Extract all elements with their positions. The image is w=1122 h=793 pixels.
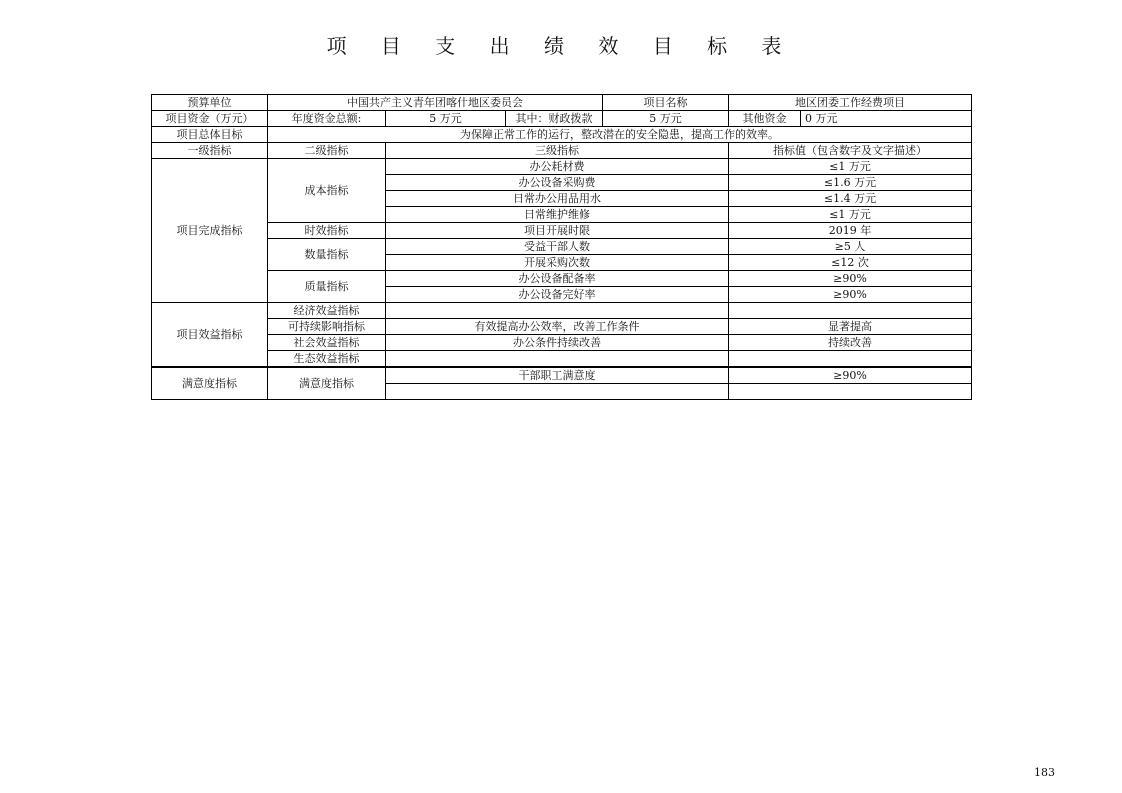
indicator-value: ≤12 次 [729,255,972,271]
indicator-name: 办公设备配备率 [386,271,729,287]
indicator-name: 日常办公用品用水 [386,191,729,207]
overall-goal-text: 为保障正常工作的运行，整改潜在的安全隐患，提高工作的效率。 [268,127,972,143]
funds-other-value: 0 万元 [801,111,972,127]
col-header-level3: 三级指标 [386,143,729,159]
cost-indicator-label: 成本指标 [268,159,386,223]
indicator-name [386,351,729,368]
indicator-name: 办公耗材费 [386,159,729,175]
benefit-level2: 可持续影响指标 [268,319,386,335]
indicator-name [386,384,729,400]
completion-indicator-label: 项目完成指标 [152,159,268,303]
indicator-value: ≥90% [729,271,972,287]
indicator-name: 日常维护维修 [386,207,729,223]
indicator-value [729,351,972,368]
project-name-label: 项目名称 [603,95,729,111]
indicator-value: ≤1 万元 [729,159,972,175]
table-row [152,319,972,335]
row-funds [152,111,972,127]
benefit-indicator-label: 项目效益指标 [152,303,268,368]
indicator-value: ≤1.6 万元 [729,175,972,191]
overall-goal-label: 项目总体目标 [152,127,268,143]
table-row [152,223,972,239]
satisfaction-indicator-label: 满意度指标 [152,367,268,400]
benefit-level2: 社会效益指标 [268,335,386,351]
indicator-name: 办公设备采购费 [386,175,729,191]
indicator-value: ≤1.4 万元 [729,191,972,207]
budget-unit-label: 预算单位 [152,95,268,111]
indicator-value: ≤1 万元 [729,207,972,223]
quality-indicator-label: 质量指标 [268,271,386,303]
funds-total-value: 5 万元 [386,111,506,127]
benefit-level2: 生态效益指标 [268,351,386,368]
indicator-value: 2019 年 [729,223,972,239]
document-title: 项 目 支 出 绩 效 目 标 表 [326,34,796,58]
funds-fiscal-label: 其中：财政拨款 [506,111,603,127]
benefit-level2: 经济效益指标 [268,303,386,319]
quantity-indicator-label: 数量指标 [268,239,386,271]
col-header-level1: 一级指标 [152,143,268,159]
table-row [152,367,972,384]
table-row [152,271,972,287]
satisfaction-level2: 满意度指标 [268,367,386,400]
funds-fiscal-value: 5 万元 [603,111,729,127]
indicator-name: 干部职工满意度 [386,367,729,384]
table-row [152,335,972,351]
indicator-name [386,303,729,319]
funds-total-label: 年度资金总额: [268,111,386,127]
col-header-level2: 二级指标 [268,143,386,159]
page-number: 183 [1034,766,1055,779]
col-header-value: 指标值（包含数字及文字描述） [729,143,972,159]
indicator-value [729,303,972,319]
indicator-value [729,384,972,400]
indicator-value: ≥5 人 [729,239,972,255]
row-column-headers [152,143,972,159]
performance-target-table [151,94,972,400]
indicator-value: 持续改善 [729,335,972,351]
indicator-name: 开展采购次数 [386,255,729,271]
row-budget-unit [152,95,972,111]
indicator-name: 项目开展时限 [386,223,729,239]
indicator-value: ≥90% [729,367,972,384]
indicator-name: 受益干部人数 [386,239,729,255]
indicator-name: 办公条件持续改善 [386,335,729,351]
table-row [152,159,972,175]
row-overall-goal [152,127,972,143]
project-name-value: 地区团委工作经费项目 [729,95,972,111]
table-row [152,239,972,255]
budget-unit-value: 中国共产主义青年团喀什地区委员会 [268,95,603,111]
table-row [152,351,972,368]
indicator-value: ≥90% [729,287,972,303]
indicator-value: 显著提高 [729,319,972,335]
indicator-name: 有效提高办公效率，改善工作条件 [386,319,729,335]
funds-other-label: 其他资金 [729,111,801,127]
time-indicator-label: 时效指标 [268,223,386,239]
indicator-name: 办公设备完好率 [386,287,729,303]
funds-label: 项目资金（万元） [152,111,268,127]
table-row [152,303,972,319]
